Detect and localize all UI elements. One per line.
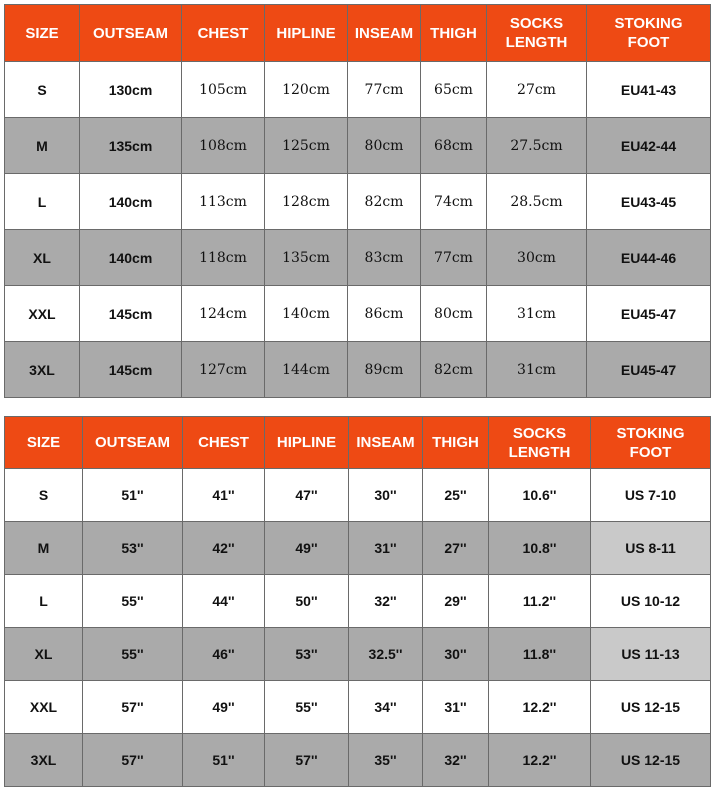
header-socks-line2: LENGTH bbox=[508, 443, 571, 461]
cell-socks-length: 11.2'' bbox=[489, 575, 591, 628]
cell-size: XL bbox=[5, 628, 83, 681]
cell-size: XXL bbox=[5, 286, 80, 342]
cell-thigh: 27'' bbox=[423, 522, 489, 575]
header-chest: CHEST bbox=[183, 417, 265, 469]
cell-hipline: 50'' bbox=[265, 575, 349, 628]
header-outseam: OUTSEAM bbox=[83, 417, 183, 469]
cell-chest: 108cm bbox=[182, 118, 265, 174]
header-row bbox=[5, 5, 711, 62]
cell-chest: 41'' bbox=[183, 469, 265, 522]
cell-inseam: 82cm bbox=[348, 174, 421, 230]
cell-socks-length: 12.2'' bbox=[489, 734, 591, 787]
cell-outseam: 55'' bbox=[83, 575, 183, 628]
cell-inseam: 77cm bbox=[348, 62, 421, 118]
cell-size: S bbox=[5, 62, 80, 118]
size-chart-imperial bbox=[4, 416, 711, 787]
cell-chest: 118cm bbox=[182, 230, 265, 286]
cell-hipline: 128cm bbox=[265, 174, 348, 230]
header-outseam: OUTSEAM bbox=[80, 5, 182, 62]
metric-table-body bbox=[5, 62, 711, 398]
cell-stoking-foot: EU41-43 bbox=[587, 62, 711, 118]
cell-outseam: 145cm bbox=[80, 286, 182, 342]
table-row bbox=[5, 681, 711, 734]
header-row bbox=[5, 417, 711, 469]
cell-thigh: 32'' bbox=[423, 734, 489, 787]
cell-inseam: 32'' bbox=[349, 575, 423, 628]
cell-inseam: 83cm bbox=[348, 230, 421, 286]
cell-hipline: 144cm bbox=[265, 342, 348, 398]
cell-chest: 51'' bbox=[183, 734, 265, 787]
cell-socks-length: 28.5cm bbox=[487, 174, 587, 230]
cell-stoking-foot: US 8-11 bbox=[591, 522, 711, 575]
header-stoking-foot bbox=[587, 5, 711, 62]
cell-size: M bbox=[5, 522, 83, 575]
cell-outseam: 57'' bbox=[83, 734, 183, 787]
cell-size: XL bbox=[5, 230, 80, 286]
cell-outseam: 53'' bbox=[83, 522, 183, 575]
cell-hipline: 135cm bbox=[265, 230, 348, 286]
table-row bbox=[5, 62, 711, 118]
header-inseam: INSEAM bbox=[349, 417, 423, 469]
table-row bbox=[5, 734, 711, 787]
cell-chest: 44'' bbox=[183, 575, 265, 628]
header-socks-line1: SOCKS bbox=[509, 15, 564, 32]
cell-hipline: 55'' bbox=[265, 681, 349, 734]
cell-stoking-foot: EU45-47 bbox=[587, 342, 711, 398]
header-thigh: THIGH bbox=[423, 417, 489, 469]
cell-chest: 42'' bbox=[183, 522, 265, 575]
cell-thigh: 31'' bbox=[423, 681, 489, 734]
cell-chest: 113cm bbox=[182, 174, 265, 230]
cell-inseam: 89cm bbox=[348, 342, 421, 398]
cell-size: L bbox=[5, 575, 83, 628]
cell-hipline: 49'' bbox=[265, 522, 349, 575]
imperial-table-body bbox=[5, 469, 711, 787]
cell-chest: 124cm bbox=[182, 286, 265, 342]
cell-hipline: 57'' bbox=[265, 734, 349, 787]
cell-thigh: 65cm bbox=[421, 62, 487, 118]
table-row bbox=[5, 575, 711, 628]
cell-hipline: 53'' bbox=[265, 628, 349, 681]
cell-thigh: 77cm bbox=[421, 230, 487, 286]
cell-size: 3XL bbox=[5, 342, 80, 398]
cell-stoking-foot: EU45-47 bbox=[587, 286, 711, 342]
cell-socks-length: 27.5cm bbox=[487, 118, 587, 174]
cell-size: XXL bbox=[5, 681, 83, 734]
cell-inseam: 86cm bbox=[348, 286, 421, 342]
cell-stoking-foot: EU42-44 bbox=[587, 118, 711, 174]
cell-size: L bbox=[5, 174, 80, 230]
cell-chest: 127cm bbox=[182, 342, 265, 398]
cell-hipline: 125cm bbox=[265, 118, 348, 174]
header-size: SIZE bbox=[5, 417, 83, 469]
table-row bbox=[5, 174, 711, 230]
cell-outseam: 140cm bbox=[80, 230, 182, 286]
cell-socks-length: 10.8'' bbox=[489, 522, 591, 575]
cell-outseam: 57'' bbox=[83, 681, 183, 734]
cell-hipline: 120cm bbox=[265, 62, 348, 118]
cell-socks-length: 11.8'' bbox=[489, 628, 591, 681]
cell-outseam: 130cm bbox=[80, 62, 182, 118]
cell-socks-length: 31cm bbox=[487, 286, 587, 342]
table-row bbox=[5, 628, 711, 681]
cell-thigh: 30'' bbox=[423, 628, 489, 681]
cell-stoking-foot: US 12-15 bbox=[591, 681, 711, 734]
table-row bbox=[5, 286, 711, 342]
header-socks-length bbox=[489, 417, 591, 469]
cell-outseam: 51'' bbox=[83, 469, 183, 522]
cell-socks-length: 27cm bbox=[487, 62, 587, 118]
cell-stoking-foot: US 12-15 bbox=[591, 734, 711, 787]
cell-socks-length: 30cm bbox=[487, 230, 587, 286]
cell-outseam: 55'' bbox=[83, 628, 183, 681]
cell-inseam: 35'' bbox=[349, 734, 423, 787]
cell-thigh: 82cm bbox=[421, 342, 487, 398]
header-socks-line1: SOCKS bbox=[512, 424, 567, 442]
cell-socks-length: 31cm bbox=[487, 342, 587, 398]
cell-thigh: 74cm bbox=[421, 174, 487, 230]
cell-thigh: 25'' bbox=[423, 469, 489, 522]
cell-thigh: 80cm bbox=[421, 286, 487, 342]
cell-size: 3XL bbox=[5, 734, 83, 787]
cell-chest: 49'' bbox=[183, 681, 265, 734]
size-chart-metric bbox=[4, 4, 711, 398]
cell-inseam: 31'' bbox=[349, 522, 423, 575]
table-row bbox=[5, 118, 711, 174]
cell-inseam: 30'' bbox=[349, 469, 423, 522]
cell-outseam: 140cm bbox=[80, 174, 182, 230]
cell-outseam: 135cm bbox=[80, 118, 182, 174]
header-socks-line2: LENGTH bbox=[505, 34, 568, 51]
cell-thigh: 68cm bbox=[421, 118, 487, 174]
cell-chest: 46'' bbox=[183, 628, 265, 681]
table-row bbox=[5, 230, 711, 286]
table-row bbox=[5, 522, 711, 575]
header-stoking-line2: FOOT bbox=[629, 443, 672, 461]
header-stoking-foot bbox=[591, 417, 711, 469]
header-size: SIZE bbox=[5, 5, 80, 62]
cell-stoking-foot: EU43-45 bbox=[587, 174, 711, 230]
cell-size: M bbox=[5, 118, 80, 174]
cell-chest: 105cm bbox=[182, 62, 265, 118]
header-inseam: INSEAM bbox=[348, 5, 421, 62]
cell-stoking-foot: US 11-13 bbox=[591, 628, 711, 681]
cell-outseam: 145cm bbox=[80, 342, 182, 398]
header-stoking-line1: STOKING bbox=[614, 15, 683, 32]
header-hipline: HIPLINE bbox=[265, 417, 349, 469]
header-stoking-line1: STOKING bbox=[616, 424, 685, 442]
cell-inseam: 32.5'' bbox=[349, 628, 423, 681]
cell-inseam: 34'' bbox=[349, 681, 423, 734]
header-chest: CHEST bbox=[182, 5, 265, 62]
cell-stoking-foot: US 10-12 bbox=[591, 575, 711, 628]
header-hipline: HIPLINE bbox=[265, 5, 348, 62]
cell-socks-length: 10.6'' bbox=[489, 469, 591, 522]
header-stoking-line2: FOOT bbox=[627, 34, 670, 51]
cell-inseam: 80cm bbox=[348, 118, 421, 174]
cell-hipline: 140cm bbox=[265, 286, 348, 342]
cell-thigh: 29'' bbox=[423, 575, 489, 628]
table-row bbox=[5, 469, 711, 522]
cell-hipline: 47'' bbox=[265, 469, 349, 522]
table-row bbox=[5, 342, 711, 398]
cell-socks-length: 12.2'' bbox=[489, 681, 591, 734]
cell-stoking-foot: EU44-46 bbox=[587, 230, 711, 286]
header-socks-length bbox=[487, 5, 587, 62]
cell-stoking-foot: US 7-10 bbox=[591, 469, 711, 522]
cell-size: S bbox=[5, 469, 83, 522]
header-thigh: THIGH bbox=[421, 5, 487, 62]
